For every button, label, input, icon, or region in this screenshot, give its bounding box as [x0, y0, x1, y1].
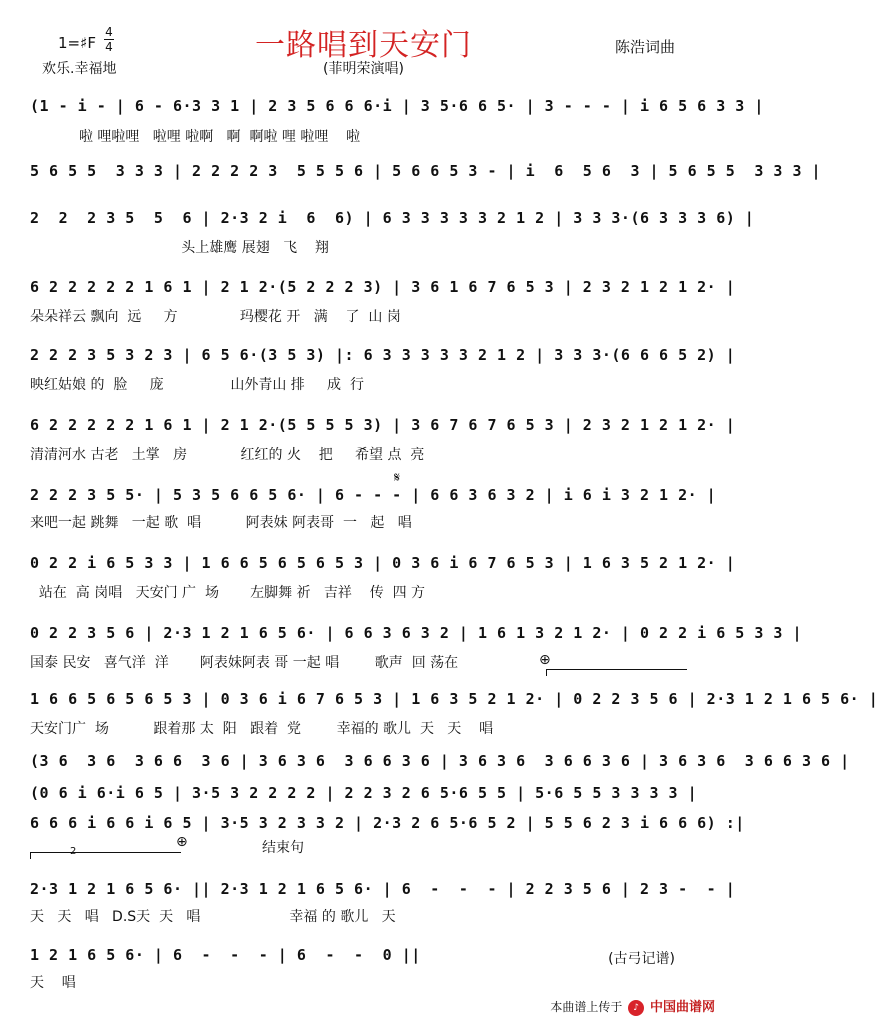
key-signature: 1=♯F	[58, 34, 96, 52]
lyric-line: 啦 哩啦哩 啦哩 啦啊 啊 啊啦 哩 啦哩 啦	[30, 129, 361, 145]
notation-line: 1 6 6 5 6 5 6 5 3 | 0 3 6 i 6 7 6 5 3 | 1 6 3 5 2 1 2· | 0 2 2 3 5 6 | 2·3 1 2 1 6 5 6· |	[30, 690, 878, 708]
notation-line: (0 6 i 6·i 6 5 | 3·5 3 2 2 2 2 | 2 2 3 2 6 5·6 5 5 | 5·6 5 5 3 3 3 3 |	[30, 784, 698, 802]
lyric-line: 站在 高 岗唱 天安门 广 场 左脚舞 祈 吉祥 传 四 方	[30, 585, 426, 601]
time-signature-bottom: 4	[105, 40, 113, 54]
notation-line: 5 6 5 5 3 3 3 | 2 2 2 2 3 5 5 5 6 | 5 6 6 5 3 - | i 6 5 6 3 | 5 6 5 5 3 3 3 |	[30, 162, 822, 180]
mood-marking: 欢乐.幸福地	[42, 61, 117, 77]
volta-number: 2	[70, 846, 77, 857]
coda-label: 结束句	[262, 840, 304, 856]
coda-sign: ⊕	[539, 652, 551, 668]
footer	[550, 996, 715, 1016]
notation-line: 2·3 1 2 1 6 5 6· || 2·3 1 2 1 6 5 6· | 6 - - - | 2 2 3 5 6 | 2 3 - - |	[30, 880, 736, 898]
notation-line: 6 2 2 2 2 2 1 6 1 | 2 1 2·(5 2 2 2 3) | 3 6 1 6 7 6 5 3 | 2 3 2 1 2 1 2· |	[30, 278, 736, 296]
upload-text: 本曲谱上传于	[550, 1000, 623, 1014]
lyric-line: 天 天 唱 D.S天 天 唱 幸福 的 歌儿 天	[30, 909, 396, 925]
singer-note: (菲明荣演唱)	[323, 61, 404, 77]
notation-line: 2 2 2 3 5 3 2 3 | 6 5 6·(3 5 3) |: 6 3 3 3 3 3 2 1 2 | 3 3 3·(6 6 6 5 2) |	[30, 346, 736, 364]
lyric-line: 国泰 民安 喜气洋 洋 阿表妹阿表 哥 一起 唱 歌声 回 荡在	[30, 655, 459, 671]
source-note: (古弓记谱)	[608, 951, 675, 967]
notation-line: 0 2 2 3 5 6 | 2·3 1 2 1 6 5 6· | 6 6 3 6 3 2 | 1 6 1 3 2 1 2· | 0 2 2 i 6 5 3 3 |	[30, 624, 802, 642]
lyric-line: 清清河水 古老 土掌 房 红红的 火 把 希望 点 亮	[30, 447, 425, 463]
coda-sign: ⊕	[176, 834, 188, 850]
lyric-line: 天安门广 场 跟着那 太 阳 跟着 党 幸福的 歌儿 天 天 唱	[30, 721, 494, 737]
lyric-line: 朵朵祥云 飘向 远 方 玛樱花 开 满 了 山 岗	[30, 309, 401, 325]
notation-line: 2 2 2 3 5 5· | 5 3 5 6 6 5 6· | 6 - - - | 6 6 3 6 3 2 | i 6 i 3 2 1 2· |	[30, 486, 717, 504]
notation-line: (1 - i - | 6 - 6·3 3 1 | 2 3 5 6 6 6·i | 3 5·6 6 5· | 3 - - - | i 6 5 6 3 3 |	[30, 97, 764, 115]
notation-line: 2 2 2 3 5 5 6 | 2·3 2 i 6 6) | 6 3 3 3 3 3 2 1 2 | 3 3 3·(6 3 3 3 6) |	[30, 209, 755, 227]
volta-bracket	[30, 852, 181, 859]
time-signature-top: 4	[105, 25, 113, 39]
lyric-line: 映红姑娘 的 脸 庞 山外青山 排 成 行	[30, 377, 364, 393]
composer-credit: 陈浩词曲	[614, 38, 675, 56]
lyric-line: 来吧一起 跳舞 一起 歌 唱 阿表妹 阿表哥 一 起 唱	[30, 515, 412, 531]
notation-line: 0 2 2 i 6 5 3 3 | 1 6 6 5 6 5 6 5 3 | 0 3 6 i 6 7 6 5 3 | 1 6 3 5 2 1 2· |	[30, 554, 736, 572]
song-title: 一路唱到天安门	[255, 28, 472, 63]
notation-line: 1 2 1 6 5 6· | 6 - - - | 6 - - 0 ||	[30, 946, 421, 964]
notation-line: 6 6 6 i 6 6 i 6 5 | 3·5 3 2 3 3 2 | 2·3 2 6 5·6 5 2 | 5 5 6 2 3 i 6 6 6) :|	[30, 814, 745, 832]
bracket-line	[546, 669, 687, 676]
notation-line: 6 2 2 2 2 2 1 6 1 | 2 1 2·(5 5 5 5 3) | 3 6 7 6 7 6 5 3 | 2 3 2 1 2 1 2· |	[30, 416, 736, 434]
notation-line: (3 6 3 6 3 6 6 3 6 | 3 6 3 6 3 6 6 3 6 | 3 6 3 6 3 6 6 3 6 | 3 6 3 6 3 6 6 3 6 |	[30, 752, 850, 770]
site-logo-icon: ♪	[628, 1000, 644, 1016]
time-signature	[104, 26, 114, 53]
lyric-line: 天 唱	[30, 975, 76, 991]
lyric-line: 头上雄鹰 展翅 飞 翔	[30, 240, 329, 256]
site-name[interactable]: 中国曲谱网	[649, 1000, 715, 1015]
segno-sign: 𝄋	[394, 470, 401, 486]
